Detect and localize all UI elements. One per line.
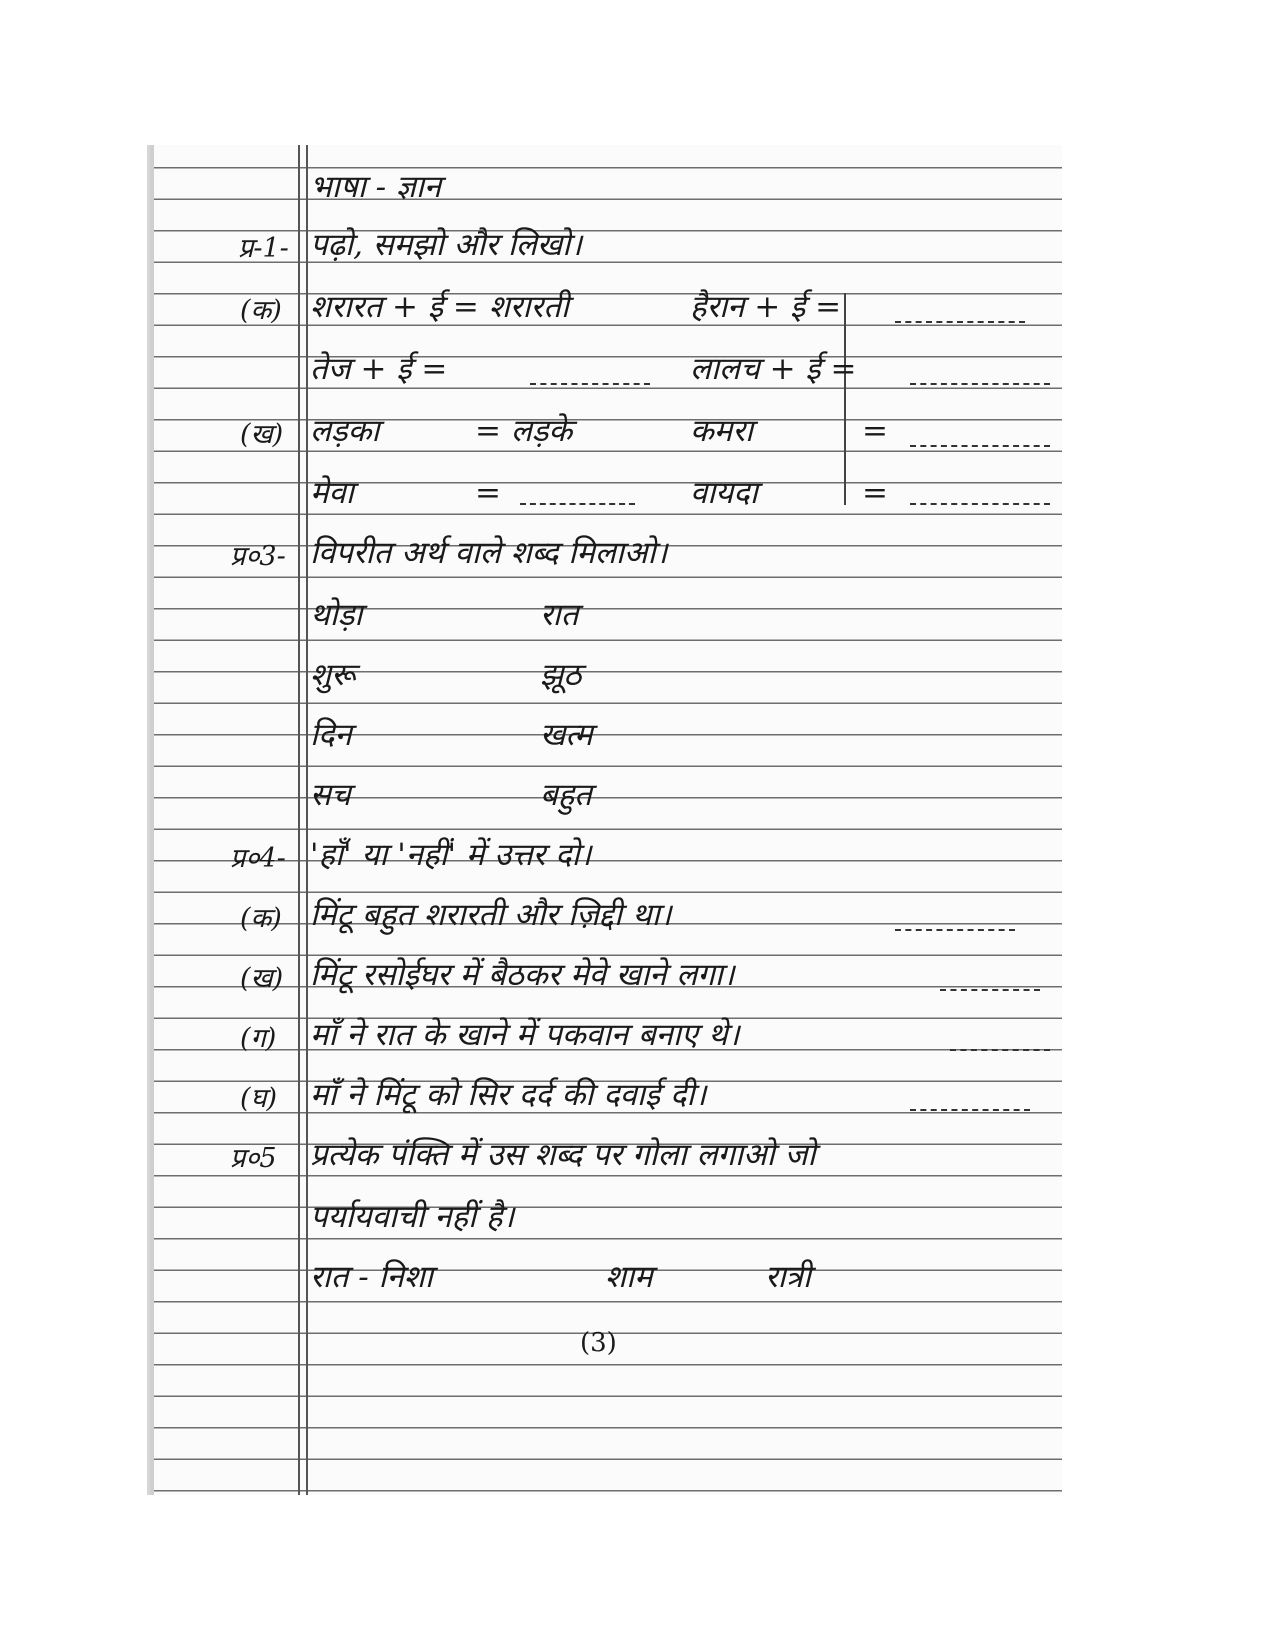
q3-pair-3-left: दिन <box>310 717 352 753</box>
question-3-label: प्र०3- <box>230 541 286 572</box>
q3-pair-3-right: खत्म <box>540 717 593 753</box>
q3-pair-2-left: शुरू <box>310 657 356 693</box>
answer-blank <box>895 929 1015 931</box>
question-1-instruction: पढ़ो, समझो और लिखो। <box>310 227 583 263</box>
question-4-instruction: 'हाँ' या 'नहीं' में उत्तर दो। <box>310 837 592 873</box>
page-edge <box>150 145 154 1495</box>
question-4-label: प्र०4- <box>230 843 286 874</box>
answer-blank <box>910 503 1050 505</box>
answer-blank <box>895 321 1025 323</box>
q1-kha-row2-left-word: मेवा <box>310 475 354 511</box>
q3-pair-2-right: झूठ <box>540 657 582 693</box>
page-title: भाषा - ज्ञान <box>310 169 442 205</box>
q5-row-word-2: शाम <box>605 1259 653 1295</box>
q3-pair-4-right: बहुत <box>540 777 592 813</box>
q1-kha-row2-right: वायदा <box>690 475 758 511</box>
q1-kha-row1-left-answer: = लड़के <box>475 413 573 449</box>
answer-blank <box>530 383 650 385</box>
q1-kha-row1-right-eq: = <box>862 413 888 449</box>
q4-item-label: (क) <box>240 903 282 934</box>
column-divider <box>844 293 846 505</box>
q4-item-text: मिंटू रसोईघर में बैठकर मेवे खाने लगा। <box>310 957 735 993</box>
notebook-page <box>150 145 1062 1495</box>
q1-ka-row1-left: शरारत + ई = शरारती <box>310 289 569 325</box>
q1-ka-row2-left: तेज + ई = <box>310 351 448 387</box>
question-3-instruction: विपरीत अर्थ वाले शब्द मिलाओ। <box>310 535 668 571</box>
q1-kha-label: (ख) <box>240 419 284 450</box>
answer-blank <box>520 503 635 505</box>
q4-item-label: (ख) <box>240 963 284 994</box>
q1-kha-row2-right-eq: = <box>862 475 888 511</box>
question-5-instruction-line2: पर्यायवाची नहीं है। <box>310 1199 515 1235</box>
q4-item-text: माँ ने मिंटू को सिर दर्द की दवाई दी। <box>310 1077 707 1113</box>
q1-ka-row2-right: लालच + ई = <box>690 351 857 387</box>
q4-item-text: माँ ने रात के खाने में पकवान बनाए थे। <box>310 1017 740 1053</box>
q4-item-text: मिंटू बहुत शरारती और ज़िद्दी था। <box>310 897 672 933</box>
q1-kha-row1-right: कमरा <box>690 413 754 449</box>
q3-pair-1-left: थोड़ा <box>310 597 363 633</box>
answer-blank <box>910 1109 1030 1111</box>
q3-pair-4-left: सच <box>310 777 351 813</box>
page-number: (3) <box>580 1328 617 1358</box>
question-5-instruction-line1: प्रत्येक पंक्ति में उस शब्द पर गोला लगाओ जो <box>310 1137 816 1173</box>
q5-row-word-3: रात्री <box>765 1259 811 1295</box>
answer-blank <box>950 1049 1050 1051</box>
q5-row-head: रात - निशा <box>310 1259 433 1295</box>
q1-ka-label: (क) <box>240 295 282 326</box>
q3-pair-1-right: रात <box>540 597 579 633</box>
answer-blank <box>910 445 1050 447</box>
q4-item-label: (ग) <box>240 1023 277 1054</box>
answer-blank <box>940 989 1040 991</box>
question-5-label: प्र०5 <box>230 1143 277 1174</box>
q1-kha-row1-left-word: लड़का <box>310 413 380 449</box>
q1-kha-row2-left-eq: = <box>475 475 501 511</box>
q1-ka-row1-right: हैरान + ई = <box>690 289 842 325</box>
answer-blank <box>910 383 1050 385</box>
q4-item-label: (घ) <box>240 1083 278 1114</box>
question-1-label: प्र-1- <box>238 233 289 264</box>
